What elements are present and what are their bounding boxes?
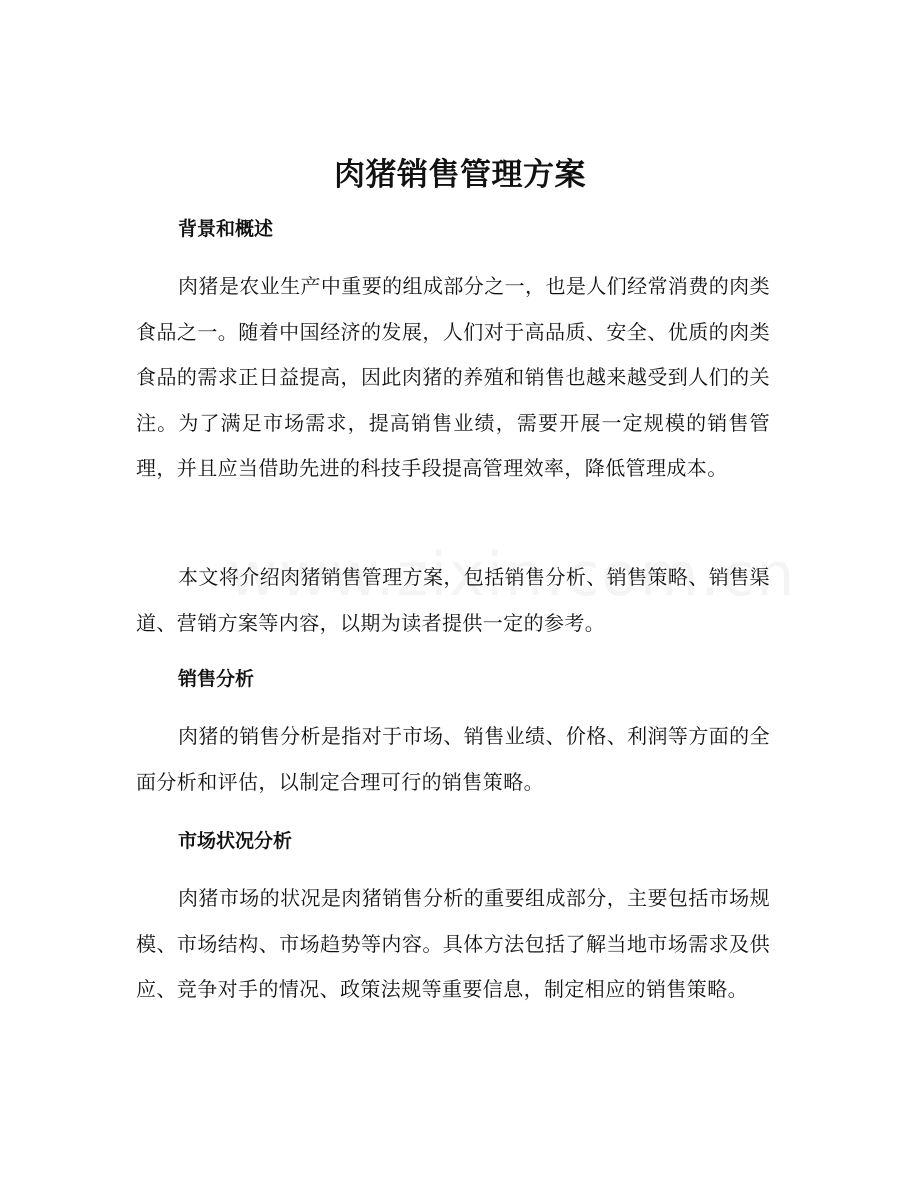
document-title: 肉猪销售管理方案 bbox=[334, 157, 586, 193]
section-heading-sales-analysis: 销售分析 bbox=[178, 668, 255, 690]
paragraph-background-1: 肉猪是农业生产中重要的组成部分之一，也是人们经常消费的肉类食品之一。随着中国经济的发展，人们对于高品质、安全、优质的肉类食品的需求正日益提高，因此肉猪的养殖和销售也越来越受到人们的关注。为了满足市场需求，提高销售业绩，需要开展一定规模的销售管理，并且应当借助先进的科技手段提高管理效率，降低管理成本。 bbox=[136, 274, 770, 480]
section-heading-market-analysis: 市场状况分析 bbox=[178, 830, 293, 852]
section-heading-background: 背景和概述 bbox=[178, 218, 274, 240]
paragraph-sales-analysis: 肉猪的销售分析是指对于市场、销售业绩、价格、利润等方面的全面分析和评估，以制定合理可行的销售策略。 bbox=[136, 724, 770, 794]
paragraph-market-analysis: 肉猪市场的状况是肉猪销售分析的重要组成部分，主要包括市场规模、市场结构、市场趋势等内容。具体方法包括了解当地市场需求及供应、竞争对手的情况、政策法规等重要信息，制定相应的销售策略。 bbox=[136, 886, 770, 1001]
paragraph-background-2: 本文将介绍肉猪销售管理方案，包括销售分析、销售策略、销售渠道、营销方案等内容，以期为读者提供一定的参考。 bbox=[136, 565, 770, 635]
